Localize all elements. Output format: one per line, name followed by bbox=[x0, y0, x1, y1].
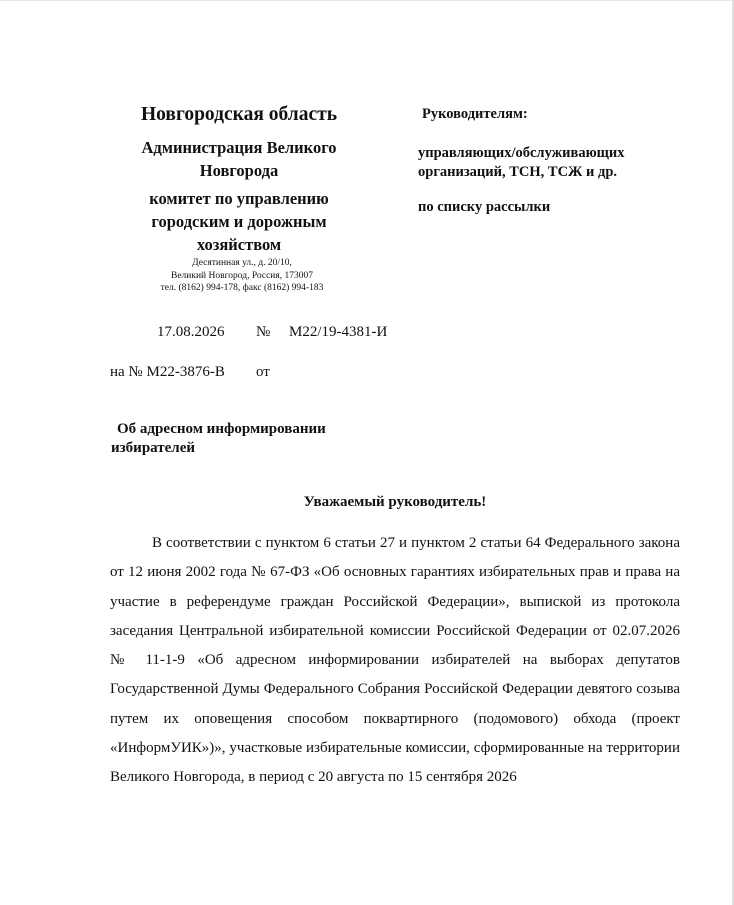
addressee-distribution: по списку рассылки bbox=[418, 199, 551, 215]
letterhead-address bbox=[110, 257, 368, 295]
salutation: Уважаемый руководитель! bbox=[303, 494, 487, 510]
addressee-block bbox=[418, 104, 698, 217]
body-paragraph: В соответствии с пунктом 6 статьи 27 и пунктом 2 статьи 64 Федерального закона от 12 июня 2002 года № 67-ФЗ «Об основных гарантиях избирательных прав и права на участие в референдуме граждан Российской Федерации», выпиской из протокола заседания Центральной избирательной комиссии Российской Федерации от 02.07.2026 № 11-1-9 «Об адресном информировании избирателей на выборах депутатов Государственной Думы Федерального Собрания Российской Федерации девятого созыва путем их оповещения способом поквартирного (подомового) обхода (проект «ИнформУИК»)», участковые избирательные комиссии, сформированные на территории Великого Новгорода, в период с 20 августа по 15 сентября 2026 bbox=[110, 535, 680, 786]
document-date: 17.08.2026 bbox=[157, 324, 225, 340]
addressee-organizations: управляющих/обслуживающих организаций, ТСН, ТСЖ и др. bbox=[418, 145, 625, 180]
number-sign: № bbox=[256, 324, 271, 340]
administration-name: Администрация Великого Новгорода bbox=[141, 138, 337, 180]
document-subject: Об адресном информировании избирателей bbox=[111, 421, 326, 456]
reply-from-label: от bbox=[256, 364, 270, 380]
committee-name: комитет по управлению городским и дорожным хозяйством bbox=[149, 189, 329, 254]
address-contacts: тел. (8162) 994-178, факс (8162) 994-183 bbox=[160, 283, 324, 293]
document-number: М22/19-4381-И bbox=[289, 324, 388, 340]
letterhead bbox=[110, 100, 368, 295]
address-street: Десятинная ул., д. 20/10, bbox=[192, 258, 292, 268]
reply-reference: на № М22-3876-В bbox=[110, 364, 225, 380]
page-top-edge bbox=[0, 0, 734, 1]
region-title: Новгородская область bbox=[141, 104, 337, 125]
address-city: Великий Новгород, Россия, 173007 bbox=[170, 270, 314, 281]
addressee-title: Руководителям: bbox=[422, 106, 528, 122]
